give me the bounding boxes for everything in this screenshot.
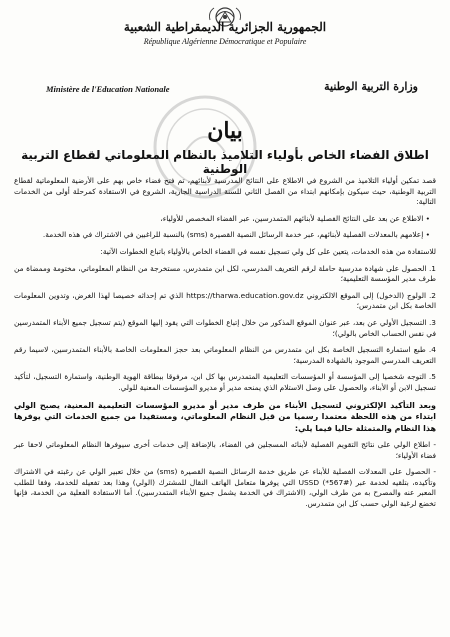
step-item: 1. الحصول على شهادة مدرسية حاملة لرقم التعريف المدرسي، لكل ابن متمدرس، مستخرجة من النظام المعلوماتي، مختومة وممضاة من طرف مدير المؤسسة التعليمية؛ (14, 263, 436, 284)
step-item: 5. التوجه شخصيا إلى المؤسسة أو المؤسسات التعليمية المتمدرس بها كل ابن، مرفوقا ببطاقة الهوية الوطنية، واستمارة التسجيل، لتأكيد تسجيل الابن أو الأبناء، والحصول على وصل الاستلام الذي يمنحه مدير أو مديرو المؤسسات المعنية للولي. (14, 372, 436, 392)
ministry-name-arabic: وزارة التربية الوطنية (324, 80, 418, 93)
document-subtitle: اطلاق الفضاء الخاص بأولياء التلاميذ بالنظام المعلوماتي لقطاع التربية الوطنية (21, 148, 429, 176)
step-item: 2. الولوج (الدخول) إلى الموقع الالكتروني https://tharwa.education.gov.dz الذي تم إحداثه خصيصا لهذا الغرض، وتدوين المعلومات الخاصة بكل ابن متمدرس؛ (14, 290, 436, 311)
step-item: 4. طبع استمارة التسجيل الخاصة بكل ابن متمدرس من النظام المعلوماتي بعد حجز المعلومات الخاصة بالأبناء المتمدرسين، لاسيما رقم التعريف المدرسي الموجود بالشهادة المدرسية؛ (14, 345, 436, 365)
service-text: الاطلاع عن بعد على النتائج الفصلية لأبنائهم المتمدرسين، عبر الفضاء المخصص للأولياء، (160, 213, 424, 223)
service-item: • إعلامهم بالمعدلات الفصلية لأبنائهم، عبر خدمة الرسائل النصية القصيرة (sms) بالنسبة للراغبين في الاشتراك في هذه الخدمة. (42, 230, 430, 240)
service-text: إعلامهم بالمعدلات الفصلية لأبنائهم، عبر خدمة الرسائل النصية القصيرة (sms) بالنسبة للراغبين في الاشتراك في هذه الخدمة. (42, 230, 424, 240)
document-header (0, 0, 450, 118)
republic-name-arabic: الجمهورية الجزائرية الديمقراطية الشعبية (123, 20, 327, 34)
document-body (14, 176, 436, 516)
republic-name-french: République Algérienne Démocratique et Populaire (143, 37, 307, 46)
steps-intro: للاستفادة من هذه الخدمات، يتعين على كل ولي تسجيل نفسه في الفضاء الخاص بالأولياء باتباع الخطوات الآتية: (100, 246, 436, 256)
ministry-name-french: Ministère de l'Education Nationale (46, 84, 170, 94)
final-service-item: - اطلاع الولي على نتائج التقويم الفصلية لأبنائه المسجلين في الفضاء، بالإضافة إلى خدمات أخرى سيوفرها النظام المعلوماتي لاحقا عبر فضاء الأولياء؛ (14, 440, 436, 460)
confirmation-note: وبعد التأكيد الإلكتروني لتسجيل الأبناء من طرف مدير أو مديرو المؤسسات التعليمية المعنية، يصبح الولي ابتداء من هذه اللحظة معتمدا رسميا من قبل النظام المعلوماتي، ومستفيدا من جميع الخدمات التي يوفرها هذا النظام والمتمثلة حاليا فيما يلي: (14, 400, 436, 433)
service-item: • الاطلاع عن بعد على النتائج الفصلية لأبنائهم المتمدرسين، عبر الفضاء المخصص للأولياء، (160, 213, 430, 223)
final-service-item: - الحصول على المعدلات الفصلية للأبناء عن طريق خدمة الرسائل النصية القصيرة (sms) من خلال تعبير الولي عن رغبته في الاشتراك وتأكيده، بتلقيه لخدمة عبر USSD (*567#) التي يوفرها متعامل الهاتف النقال للمشترك (الولي) وهذا بعد تفعيله للخدمة، وفقا للطلب المعبر عنه والمصرح به من طرف الولي، (الاشتراك في الخدمة يشمل جميع الأبناء المتمدرسين). أما الاستفادة الفعلية من الخدمة، فإنها تخضع لرغبة الولي حسب كل ابن متمدرس. (14, 467, 436, 508)
step-item: 3. التسجيل الأولي عن بعد، عبر عنوان الموقع المذكور من خلال إتباع الخطوات التي يقود إليها الموقع (يتم تسجيل جميع الأبناء المتمدرسين في نفس الحساب الخاص بالولي)؛ (14, 317, 436, 338)
intro-paragraph: قصد تمكين أولياء التلاميذ من الشروع في الاطلاع على النتائج المدرسية لأبنائهم، تم فتح فضاء خاص بهم على الأرضية المعلوماتية لقطاع التربية الوطنية، حيث سيكون بإمكانهم ابتداء من الفصل الثاني للسنة الدراسية الجارية، الشروع في الاستفادة كمرحلة أولى من الخدمات التالية: (14, 176, 436, 207)
document-title: بيان (207, 118, 243, 144)
